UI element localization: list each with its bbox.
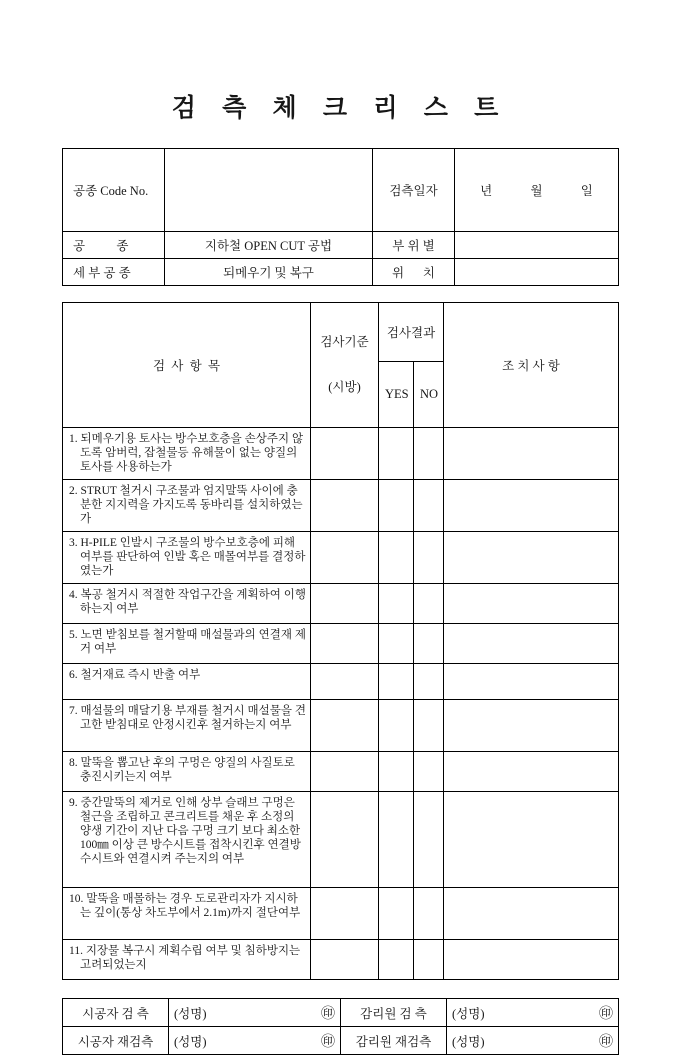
yes-cell-8[interactable] <box>379 752 414 792</box>
action-cell-4[interactable] <box>444 584 619 624</box>
seal-mark-icon: ㊞ <box>599 1034 613 1050</box>
no-cell-10[interactable] <box>414 888 444 940</box>
item-text-4: 4. 복공 철거시 적절한 작업구간을 계획하여 이행하는지 여부 <box>63 584 311 624</box>
item-text-11: 11. 지장물 복구시 계획수립 여부 및 침하방지는 고려되었는지 <box>63 940 311 980</box>
location-value[interactable] <box>455 259 619 286</box>
no-cell-6[interactable] <box>414 664 444 700</box>
criteria-cell-9[interactable] <box>311 792 379 888</box>
item-text-9: 9. 중간말뚝의 제거로 인해 상부 슬래브 구멍은 철근을 조립하고 콘크리트를 채운 후 소정의 양생 기간이 지난 다음 구멍 크기 보다 최소한 100㎜ 이상 큰 방수시트를 접착시킨후 연결방수시트와 연결시켜 주는지의 여부 <box>63 792 311 888</box>
yes-cell-7[interactable] <box>379 700 414 752</box>
no-cell-2[interactable] <box>414 480 444 532</box>
signature-table <box>62 998 619 1055</box>
inspection-date-value[interactable] <box>455 149 619 232</box>
checklist-row-8 <box>63 752 619 792</box>
item-text-3: 3. H-PILE 인발시 구조물의 방수보호층에 피해여부를 판단하여 인발 혹은 매몰여부를 결정하였는가 <box>63 532 311 584</box>
result-column-header: 검사결과 <box>379 303 444 362</box>
page-title: 검 측 체 크 리 스 트 <box>171 95 509 122</box>
info-row-worktype <box>63 232 619 259</box>
checklist-row-11 <box>63 940 619 980</box>
contractor-reinspection-sign-cell[interactable] <box>169 1027 341 1055</box>
no-cell-4[interactable] <box>414 584 444 624</box>
no-cell-7[interactable] <box>414 700 444 752</box>
checklist-row-2 <box>63 480 619 532</box>
item-text-1: 1. 되메우기용 토사는 방수보호층을 손상주지 않도록 암버럭, 잡철물등 유해물이 없는 양질의 토사를 사용하는가 <box>63 428 311 480</box>
no-cell-9[interactable] <box>414 792 444 888</box>
no-cell-11[interactable] <box>414 940 444 980</box>
action-cell-6[interactable] <box>444 664 619 700</box>
checklist-header-row <box>63 303 619 362</box>
checklist-row-5 <box>63 624 619 664</box>
item-text-10: 10. 말뚝을 매몰하는 경우 도로관리자가 지시하는 깊이(통상 차도부에서 2.1m)까지 절단여부 <box>63 888 311 940</box>
seal-mark-icon: ㊞ <box>599 1006 613 1022</box>
checklist-row-1 <box>63 428 619 480</box>
worktype-label: 공 종 <box>63 232 165 259</box>
sign-inner <box>452 1003 613 1023</box>
checklist-row-3 <box>63 532 619 584</box>
item-text-6: 6. 철거재료 즉시 반출 여부 <box>63 664 311 700</box>
criteria-header-line1: 검사기준 <box>320 335 369 349</box>
action-cell-9[interactable] <box>444 792 619 888</box>
part-label: 부 위 별 <box>373 232 455 259</box>
date-row <box>461 181 612 199</box>
criteria-cell-5[interactable] <box>311 624 379 664</box>
action-cell-1[interactable] <box>444 428 619 480</box>
yes-cell-4[interactable] <box>379 584 414 624</box>
yes-cell-3[interactable] <box>379 532 414 584</box>
yes-cell-6[interactable] <box>379 664 414 700</box>
no-cell-1[interactable] <box>414 428 444 480</box>
action-cell-11[interactable] <box>444 940 619 980</box>
supervisor-inspection-sign-cell[interactable] <box>447 999 619 1027</box>
criteria-column-header <box>311 303 379 428</box>
item-column-header: 검 사 항 목 <box>63 303 311 428</box>
criteria-cell-8[interactable] <box>311 752 379 792</box>
signature-row-reinspection <box>63 1027 619 1055</box>
supervisor-reinspection-label: 감리원 재검측 <box>341 1027 447 1055</box>
contractor-inspection-label: 시공자 검 측 <box>63 999 169 1027</box>
criteria-cell-6[interactable] <box>311 664 379 700</box>
checklist-table <box>62 302 619 980</box>
year-label: 년 <box>480 184 493 198</box>
action-cell-3[interactable] <box>444 532 619 584</box>
action-cell-7[interactable] <box>444 700 619 752</box>
action-cell-2[interactable] <box>444 480 619 532</box>
checklist-row-9 <box>63 792 619 888</box>
name-placeholder: (성명) <box>452 1034 485 1049</box>
name-placeholder: (성명) <box>174 1006 207 1021</box>
action-cell-10[interactable] <box>444 888 619 940</box>
action-column-header: 조 치 사 항 <box>444 303 619 428</box>
no-cell-3[interactable] <box>414 532 444 584</box>
day-label: 일 <box>580 184 593 198</box>
checklist-row-6 <box>63 664 619 700</box>
sign-inner <box>452 1031 613 1051</box>
name-placeholder: (성명) <box>174 1034 207 1049</box>
info-row-detail <box>63 259 619 286</box>
worktype-value: 지하철 OPEN CUT 공법 <box>165 232 373 259</box>
checklist-row-7 <box>63 700 619 752</box>
yes-column-header: YES <box>379 361 414 427</box>
part-value[interactable] <box>455 232 619 259</box>
action-cell-8[interactable] <box>444 752 619 792</box>
criteria-cell-10[interactable] <box>311 888 379 940</box>
criteria-cell-1[interactable] <box>311 428 379 480</box>
supervisor-inspection-label: 감리원 검 측 <box>341 999 447 1027</box>
criteria-cell-4[interactable] <box>311 584 379 624</box>
seal-mark-icon: ㊞ <box>321 1034 335 1050</box>
checklist-row-10 <box>63 888 619 940</box>
yes-cell-10[interactable] <box>379 888 414 940</box>
signature-row-inspection <box>63 999 619 1027</box>
code-no-value[interactable] <box>165 149 373 232</box>
item-text-5: 5. 노면 받침보를 철거할때 매설물과의 연결재 제거 여부 <box>63 624 311 664</box>
criteria-cell-2[interactable] <box>311 480 379 532</box>
inspection-date-label: 검측일자 <box>373 149 455 232</box>
yes-cell-11[interactable] <box>379 940 414 980</box>
info-row-code-date <box>63 149 619 232</box>
no-cell-5[interactable] <box>414 624 444 664</box>
sign-inner <box>174 1031 335 1051</box>
yes-cell-9[interactable] <box>379 792 414 888</box>
sign-inner <box>174 1003 335 1023</box>
detail-worktype-label: 세 부 공 종 <box>63 259 165 286</box>
item-text-2: 2. STRUT 철거시 구조물과 엄지말뚝 사이에 충분한 지지력을 가지도록 동바리를 설치하였는가 <box>63 480 311 532</box>
item-text-8: 8. 말뚝을 뽑고난 후의 구멍은 양질의 사질토로 충진시키는지 여부 <box>63 752 311 792</box>
yes-cell-5[interactable] <box>379 624 414 664</box>
month-label: 월 <box>530 184 543 198</box>
criteria-cell-7[interactable] <box>311 700 379 752</box>
item-text-7: 7. 매설물의 매달기용 부재를 철거시 매설물을 견고한 받침대로 안정시킨후 철거하는지 여부 <box>63 700 311 752</box>
contractor-inspection-sign-cell[interactable] <box>169 999 341 1027</box>
code-no-label: 공종 Code No. <box>63 149 165 232</box>
yes-cell-1[interactable] <box>379 428 414 480</box>
info-table <box>62 148 619 286</box>
yes-cell-2[interactable] <box>379 480 414 532</box>
location-label: 위 치 <box>373 259 455 286</box>
checklist-row-4 <box>63 584 619 624</box>
seal-mark-icon: ㊞ <box>321 1006 335 1022</box>
name-placeholder: (성명) <box>452 1006 485 1021</box>
no-cell-8[interactable] <box>414 752 444 792</box>
criteria-cell-3[interactable] <box>311 532 379 584</box>
action-cell-5[interactable] <box>444 624 619 664</box>
contractor-reinspection-label: 시공자 재검측 <box>63 1027 169 1055</box>
supervisor-reinspection-sign-cell[interactable] <box>447 1027 619 1055</box>
criteria-header-line2: (시방) <box>328 380 361 394</box>
detail-worktype-value: 되메우기 및 복구 <box>165 259 373 286</box>
criteria-cell-11[interactable] <box>311 940 379 980</box>
no-column-header: NO <box>414 361 444 427</box>
